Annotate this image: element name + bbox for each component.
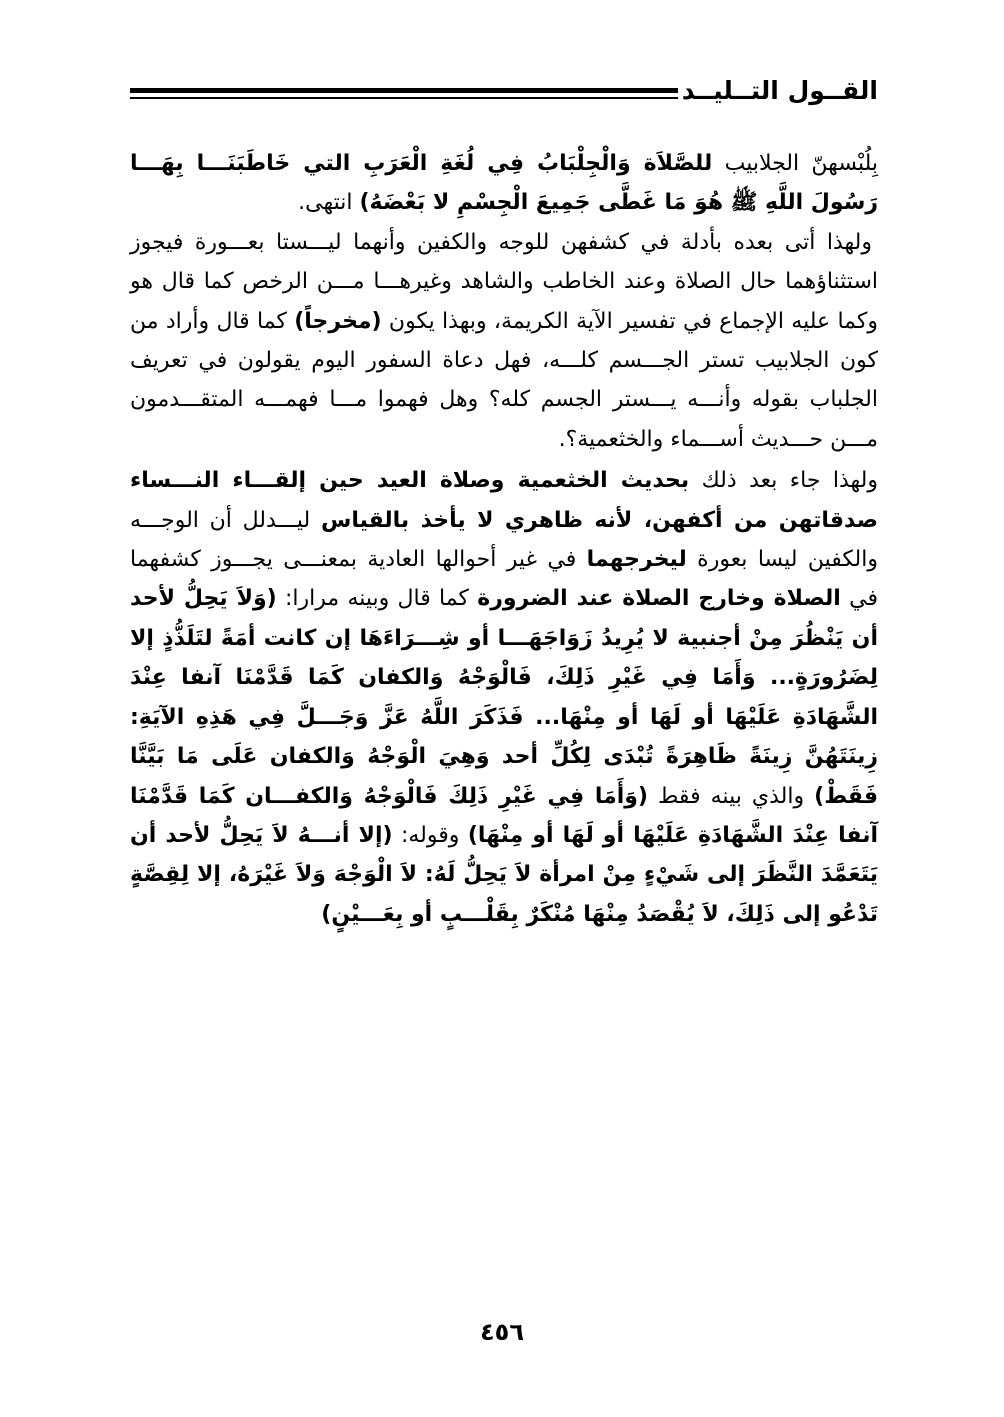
page-header [130,70,878,114]
emphasis-term: (مخرجاً) [294,308,382,334]
emphasis-phrase: الصلاة وخارج الصلاة عند الضرورة [477,586,841,612]
page-number: ٤٥٦ [480,1318,524,1346]
text-segment: ولهذا جاء بعد ذلك [689,468,879,494]
quoted-definition: للصَّلاَة وَالْجِلْبَابُ فِي لُغَةِ الْعَرَبِ التي خَاطَبَنَـــا بِهَـــا رَسُولَ اللَّهِ ﷺ هُوَ مَا غَطَّى جَمِيعَ الْجِسْمِ لا بَعْضَهُ) [130,151,878,216]
quotation: (وَلاَ يَحِلُّ لأحد أن يَنْظُرَ مِنْ أجنبية لا يُرِيدُ زَوَاجَهَـــا أو شِـــرَاءَهَا إن كانت أمَةً لتَلَذُّذٍ إلا لِضَرُورَةٍ... وَأَمَا فِي غَيْرِ ذَلِكَ، فَالْوَجْهُ وَالكفان كَمَا قَدَّمْنَا آنفا عِنْدَ الشَّهَادَةِ عَلَيْهَا أو لَهَا أو مِنْهَا... فَذَكَرَ اللَّهُ عَزَّ وَجَـــلَّ فِي هَذِهِ الآيَةِ: زِينَتَهُنَّ زِينَةً ظَاهِرَةً تُبْدَى لِكُلِّ أحد وَهِيَ الْوَجْهُ وَالكفان عَلَى مَا بَيَّنَّا فَقَطْ) [130,586,879,809]
text-segment: ولهذا أتى بعده بأدلة في كشفهن للوجه والكفين وأنهما ليـــستا بعـــورة فيجوز استثناؤهما حال الصلاة وعند الخاطب والشاهد وغيرهـــا مـــن الرخص كما قال هو وكما عليه الإجماع في تفسير الآية الكريمة، وبهذا يكون [130,229,878,334]
header-rule-thin [130,97,678,99]
paragraph-3 [130,461,878,934]
text-segment: وقوله: [392,822,468,848]
text-segment: ليـــدلل أن الوجـــه والكفين ليسا بعورة [130,507,878,573]
quotation: (إلا أنـــهُ لاَ يَحِلُّ لأحد أن يَتَعَمَّدَ النَّظَرَ إلى شَيْءٍ مِنْ امرأة لاَ يَحِلُّ لَهُ: لاَ الْوَجْهَ وَلاَ غَيْرَهُ، إلا لِقِصَّةٍ تَدْعُو إلى ذَلِكَ، لاَ يُقْصَدُ مِنْهَا مُنْكَرٌ بِقَلْـــبٍ أو بِعَـــيْنٍ) [130,822,878,927]
text-segment: كما قال وأراد من كون الجلابيب تستر الجـــسم كلـــه، فهل دعاة السفور اليوم يقولون في تعريف الجلباب بقوله وأنـــه يـــستر الجسم كله؟ وهل فهموا مـــا فهمـــه المتقـــدمون مـــن حـــديث أســـماء والخثعمية؟. [130,308,878,452]
text-segment: كما قال وبينه مرارا: [276,586,478,612]
paragraph-2 [130,223,878,459]
text-segment: في غير أحوالها العادية بمعنـــى يجـــوز كشفهما في [130,547,878,612]
text-segment: انتهى. [298,190,360,216]
text-segment: بِلُبْسهنّ الجلابيب [712,151,878,176]
body-text [130,144,878,934]
text-segment: والذي بينه فقط [648,783,815,809]
paragraph-1 [130,144,878,223]
running-title: القــول التــليــد [681,76,878,105]
header-rule-thick [130,88,678,93]
emphasis-term: ليخرجهما [586,547,687,573]
quotation: (وَأَمَا فِي غَيْرِ ذَلِكَ فَالْوَجْهُ وَالكفـــان كَمَا قَدَّمْنَا آنفا عِنْدَ الشَّهَادَةِ عَلَيْهَا أو لَهَا أو مِنْهَا) [130,783,879,848]
emphasis-phrase: بحديث الخثعمية وصلاة العيد حين إلقـــاء النـــساء صدقاتهن من أكفهن، لأنه ظاهري لا يأخذ بالقياس [130,468,878,533]
